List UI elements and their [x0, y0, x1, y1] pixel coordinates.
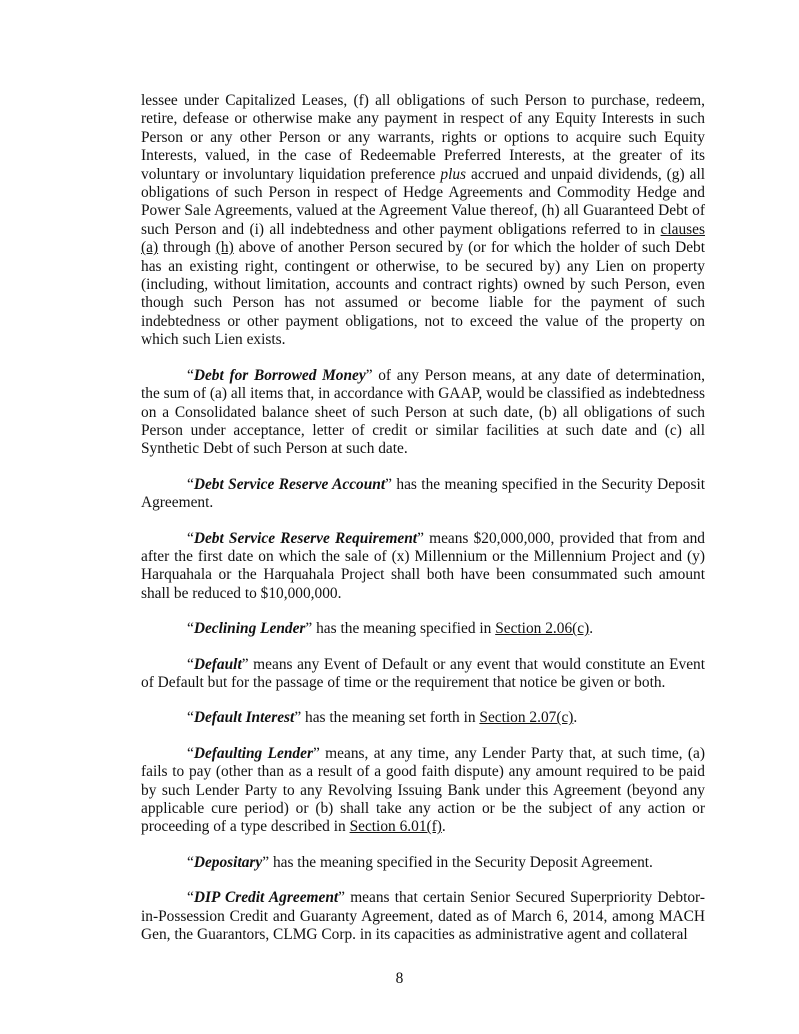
clause-a-reference: clauses (a) [141, 220, 705, 257]
defined-term: Defaulting Lender [193, 744, 313, 762]
open-quote: “ [187, 709, 194, 727]
defined-term: Debt Service Reserve Requirement [193, 529, 418, 547]
open-quote: “ [187, 366, 194, 384]
definition-defaulting-lender [141, 745, 705, 837]
open-quote: “ [187, 529, 194, 547]
period: . [441, 818, 446, 836]
text-span: through [158, 239, 216, 257]
open-quote: “ [187, 889, 194, 907]
close-quote: ” [385, 475, 392, 493]
open-quote: “ [187, 655, 194, 673]
definition-text: means, at any time, any Lender Party that, at such time, (a) fails to pay (other than as a result of a good faith dispute) any amount required to be paid by such Lender Party to any Revolving Issuing Bank under this Agreement (beyond any applicable cure period) or (b) shall take any action or be the subject of any action or proceeding of a type described in [141, 744, 705, 836]
definition-declining-lender [141, 620, 705, 638]
open-quote: “ [187, 853, 194, 871]
clause-h-reference: (h) [215, 239, 234, 257]
open-quote: “ [187, 744, 194, 762]
close-quote: ” [241, 655, 249, 673]
definition-text: has the meaning specified in the Security Deposit Agreement. [269, 853, 653, 871]
debt-definition-continuation [141, 92, 705, 350]
defined-term: Default [193, 655, 242, 673]
section-reference: Section 6.01(f) [349, 818, 442, 836]
definition-text: has the meaning specified in the Security Deposit Agreement. [141, 475, 706, 512]
period: . [573, 709, 578, 727]
defined-term: Depositary [193, 853, 263, 871]
definition-dip-credit-agreement [141, 889, 705, 944]
document-body [141, 92, 705, 961]
italic-plus: plus [440, 165, 467, 183]
page-number: 8 [395, 970, 404, 987]
definition-debt-service-reserve-account [141, 476, 705, 513]
definition-text: has the meaning specified in [312, 620, 496, 638]
definition-default [141, 656, 705, 693]
text-span: lessee under Capitalized Leases, (f) all obligations of such Person to purchase, redeem, retire, defease or otherwise make any payment in respect of any Equity Interests in such Person or any other Person or any warrants, rights or options to acquire such Equity Interests, valued, in the case of Redeemable Preferred Interests, at the greater of its voluntary or involuntary liquidation preference [141, 92, 705, 183]
definition-text: has the meaning set forth in [301, 709, 480, 727]
close-quote: ” [262, 853, 270, 871]
close-quote: ” [417, 529, 424, 547]
definition-depositary [141, 854, 705, 872]
defined-term: Debt Service Reserve Account [193, 475, 386, 493]
open-quote: “ [187, 475, 194, 493]
defined-term: Declining Lender [193, 620, 306, 638]
open-quote: “ [187, 620, 194, 638]
close-quote: ” [305, 620, 313, 638]
definition-debt-service-reserve-requirement [141, 530, 705, 604]
definition-text: means $20,000,000, provided that from and after the first date on which the sale of (x) Millennium or the Millennium Project and (y) Harquahala or the Harquahala Project shall both have been consummated such amount shall be reduced to $10,000,000. [141, 529, 705, 602]
defined-term: Debt for Borrowed Money [193, 366, 366, 384]
close-quote: ” [338, 889, 346, 907]
close-quote: ” [365, 366, 373, 384]
close-quote: ” [294, 709, 302, 727]
definition-text: means that certain Senior Secured Superpriority Debtor-in-Possession Credit and Guaranty Agreement, dated as of March 6, 2014, among MACH Gen, the Guarantors, CLMG Corp. in its capacities as administrative agent and collateral [141, 889, 705, 944]
period: . [589, 620, 594, 638]
close-quote: ” [312, 744, 320, 762]
definition-default-interest [141, 709, 705, 727]
defined-term: DIP Credit Agreement [193, 889, 339, 907]
text-span: above of another Person secured by (or for which the holder of such Debt has an existing right, contingent or otherwise, to be secured by) any Lien on property (including, without limitation, accounts and contract rights) owned by such Person, even though such Person has not assumed or become liable for the payment of such indebtedness or other payment obligations, not to exceed the value of the property on which such Lien exists. [141, 239, 706, 349]
definition-text: of any Person means, at any date of determination, the sum of (a) all items that, in accordance with GAAP, would be classified as indebtedness on a Consolidated balance sheet of such Person at such date, (b) all obligations of such Person under acceptance, letter of credit or similar facilities at such date and (c) all Synthetic Debt of such Person at such date. [141, 366, 705, 458]
definition-debt-for-borrowed-money [141, 367, 705, 459]
section-reference: Section 2.06(c) [495, 620, 590, 638]
definition-text: means any Event of Default or any event that would constitute an Event of Default but for the passage of time or the requirement that notice be given or both. [141, 655, 705, 691]
defined-term: Default Interest [193, 709, 295, 727]
section-reference: Section 2.07(c) [479, 709, 574, 727]
text-span: accrued and unpaid dividends, (g) all obligations of such Person in respect of Hedge Agreements and Commodity Hedge and Power Sale Agreements, valued at the Agreement Value thereof, (h) all Guaranteed Debt of such Person and (i) all indebtedness and other payment obligations referred to in [141, 165, 706, 238]
